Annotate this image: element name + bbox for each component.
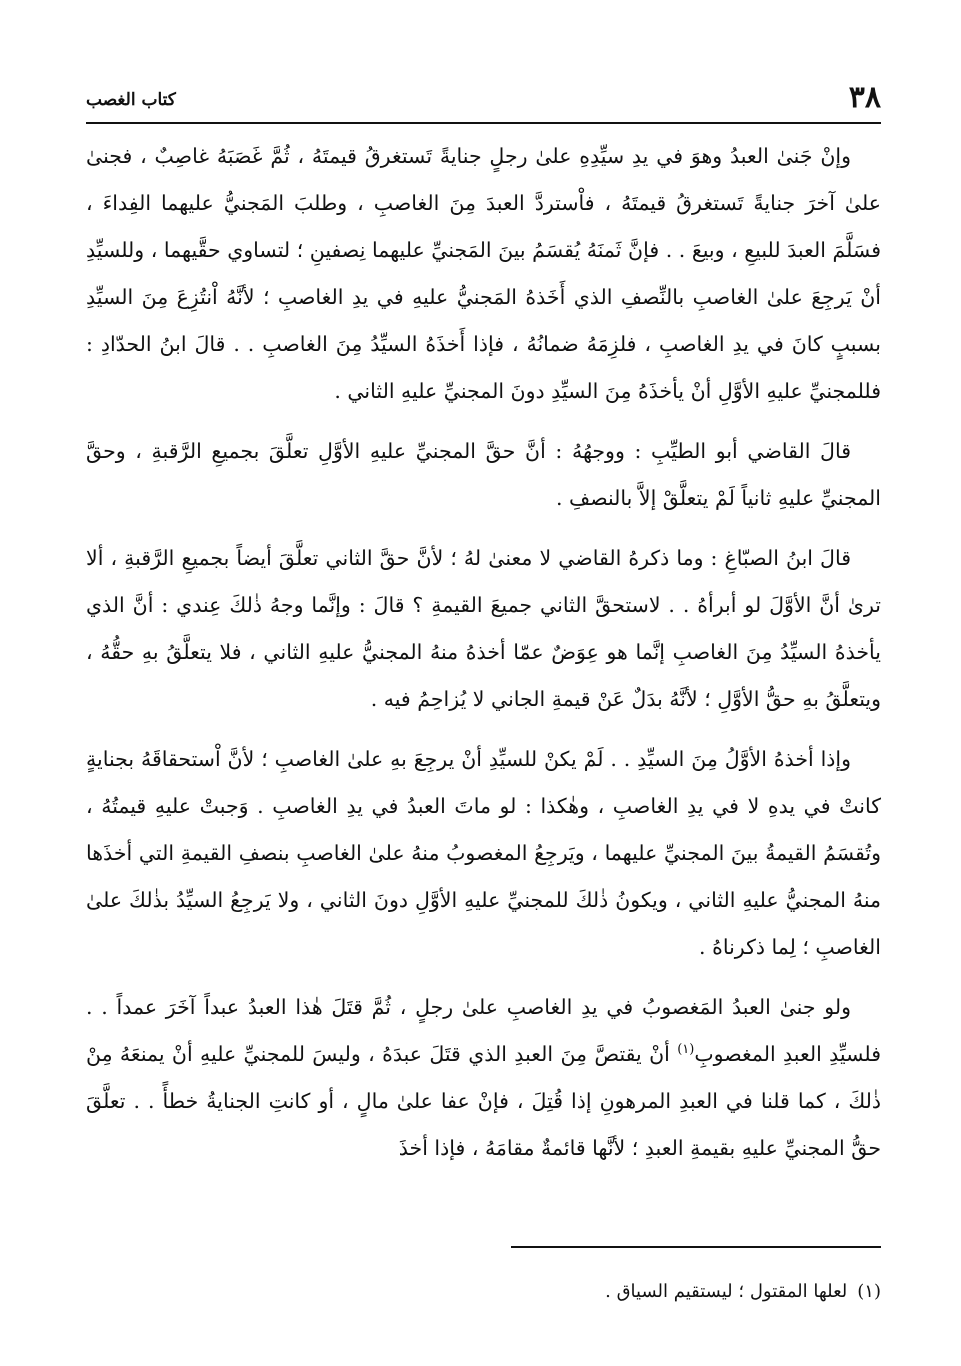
- paragraph-text-part: أنْ يقتصَّ مِنَ العبدِ الذي قتَلَ عبدَهُ ، وليسَ للمجنيِّ عليهِ أنْ يمنعَهُ مِنْ ذٰلكَ ، كما قلنا في العبدِ المرهونِ إذا قُتِلَ ، فإنْ عفا علىٰ مالٍ ، أو كانتِ الجنايةُ خطأً . . تعلَّقَ حقُّ المجنيِّ عليهِ بقيمةِ العبدِ ؛ لأنَّها قائمةٌ مقامَهُ ، فإذا أخذَ: [86, 1042, 881, 1160]
- paragraph-last: [86, 984, 881, 1172]
- page-header: [86, 80, 881, 120]
- paragraph: وإنْ جَنىٰ العبدُ وهوَ في يدِ سيِّدِهِ علىٰ رجلٍ جنايةً تَستغرقُ قيمتَهُ ، ثُمَّ غَصَبَهُ غاصِبٌ ، فجنىٰ علىٰ آخرَ جنايةً تَستغرقُ قيمتَهُ ، فاْستردَّ العبدَ مِنَ الغاصبِ ، وطلبَ المَجنيُّ عليهما الفِداءَ ، فسَلَّمَ العبدَ للبيعِ ، وبيعَ . . فإنَّ ثَمنَهُ يُقسَمُ بينَ المَجنيِّ عليهما نِصفينِ ؛ لتساوي حقَّيهما ، وللسيِّدِ أنْ يَرجِعَ علىٰ الغاصبِ بالنِّصفِ الذي أَخَذهُ المَجنيُّ عليهِ في يدِ الغاصبِ ؛ لأنَّهُ اْنتُزِعَ مِنَ السيِّدِ بسببٍ كانَ في يدِ الغاصبِ ، فلزِمَهُ ضمانُهُ ، فإذا أَخذَهُ السيِّدُ مِنَ الغاصبِ . . قالَ ابنُ الحدّادِ : فللمجنيِّ عليهِ الأوَّلِ أنْ يأخذَهُ مِنَ السيِّدِ دونَ المجنيِّ عليهِ الثاني .: [86, 144, 881, 403]
- paragraph: قالَ ابنُ الصبّاغِ : وما ذكرهُ القاضي لا معنىٰ لهُ ؛ لأنَّ حقَّ الثاني تعلَّقَ أيضاً بجميعِ الرَّقبةِ ، ألا ترىٰ أنَّ الأوَّلَ لو أبرأهُ . . لاستحقَّ الثاني جميعَ القيمةِ ؟ قالَ : وإنَّما وجهُ ذٰلكَ عِندي : أنَّ الذي يأخذهُ السيِّدُ مِنَ الغاصبِ إنَّما هو عِوَضٌ عمّا أخذهُ منهُ المجنيُّ عليهِ الثاني ، فلا يتعلَّقُ بهِ حقُّهُ ، ويتعلَّقُ بهِ حقُّ الأوَّلِ ؛ لأنَّهُ بدَلٌ عَنْ قيمةِ الجاني لا يُزاحِمُ فيه .: [86, 546, 881, 711]
- paragraph: قالَ القاضي أبو الطيِّبِ : ووجهُهُ : أنَّ حقَّ المجنيِّ عليهِ الأوَّلِ تعلَّقَ بجميعِ الرَّقبةِ ، وحقَّ المجنيِّ عليهِ ثانياً لَمْ يتعلَّقْ إلاَّ بالنصفِ .: [86, 439, 881, 510]
- main-text: [86, 133, 881, 1185]
- paragraph-text-part: ولو جنىٰ العبدُ المَغصوبُ في يدِ الغاصبِ علىٰ رجلٍ ، ثُمَّ قتَلَ هٰذا العبدُ عبداً آخَرَ عمداً . . فلسيِّدِ العبدِ المغصوبِ: [86, 995, 881, 1066]
- paragraph: وإذا أخذهُ الأوَّلُ مِنَ السيِّدِ . . لَمْ يكنْ للسيِّدِ أنْ يرجِعَ بهِ علىٰ الغاصبِ ؛ لأنَّ اْستحقاقَهُ بجنايةٍ كانتْ في يدهِ لا في يدِ الغاصبِ ، وهٰكذا : لو ماتَ العبدُ في يدِ الغاصبِ . وَجبتْ عليهِ قيمتُهُ ، وتُقسَمُ القيمةُ بينَ المجنيِّ عليهما ، ويَرجِعُ المغصوبُ منهُ علىٰ الغاصبِ بنصفِ القيمةِ التي أخذَها منهُ المجنيُّ عليهِ الثاني ، ويكونُ ذٰلكَ للمجنيِّ عليهِ الأوَّلِ دونَ الثاني ، ولا يَرجِعُ السيِّدُ بذٰلكَ علىٰ الغاصبِ ؛ لِما ذكرناهُ .: [86, 747, 881, 959]
- footnote-text: لعلها المقتول ؛ ليستقيم السياق .: [605, 1281, 848, 1302]
- page-number: ٣٨: [848, 80, 881, 115]
- running-title: كتاب الغصب: [86, 90, 176, 110]
- footnote-marker: (١): [857, 1281, 881, 1302]
- header-rule: [86, 122, 881, 124]
- footnote-reference[interactable]: (١): [677, 1042, 695, 1058]
- footnote: [86, 1278, 881, 1306]
- footnote-rule: [511, 1246, 881, 1248]
